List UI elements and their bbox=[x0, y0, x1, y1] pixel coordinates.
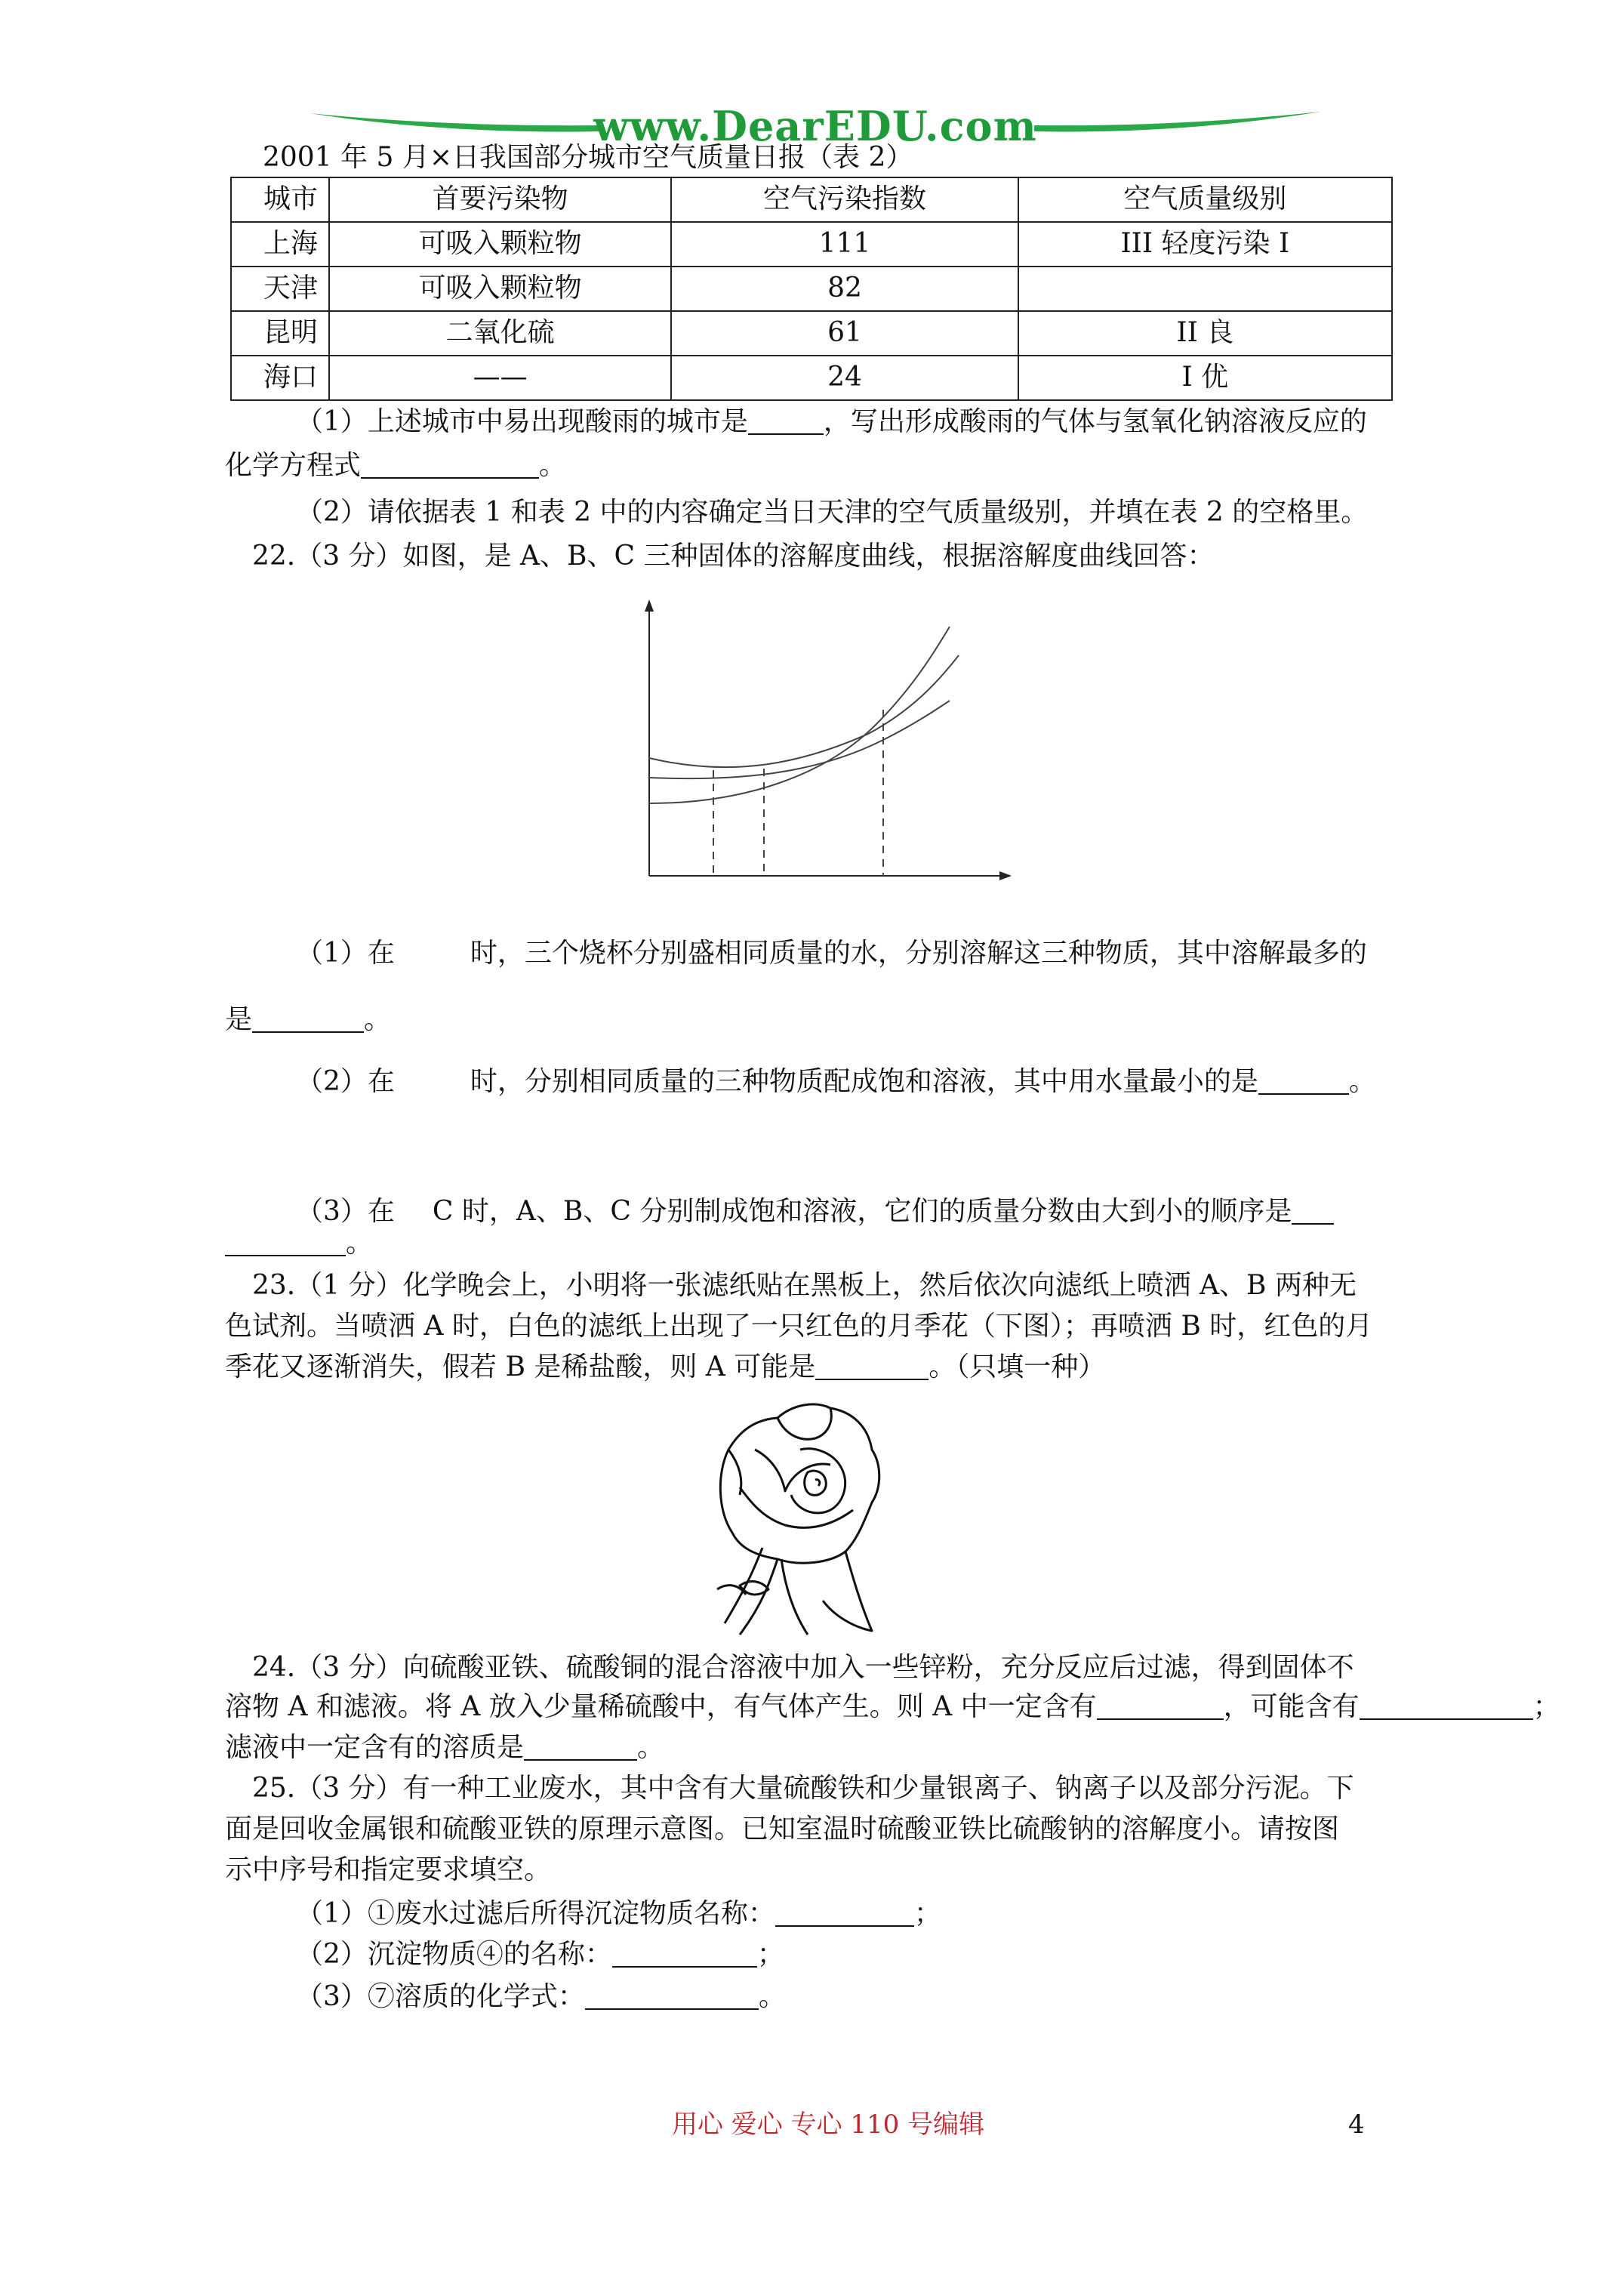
curve-a bbox=[649, 655, 959, 767]
answer-blank[interactable] bbox=[748, 406, 824, 435]
q22-sub3: （3）在 C 时，A、B、C 分别制成饱和溶液，它们的质量分数由大到小的顺序是 bbox=[296, 1194, 1334, 1230]
table-row bbox=[231, 267, 1392, 311]
answer-blank[interactable] bbox=[585, 1981, 759, 2010]
answer-blank[interactable] bbox=[775, 1898, 914, 1927]
q22-sub2: （2）在 时，分别相同质量的三种物质配成饱和溶液，其中用水量最小的是 。 bbox=[296, 1066, 1376, 1097]
cell-index: 24 bbox=[671, 356, 1018, 400]
cell-pollutant: 二氧化硫 bbox=[329, 311, 671, 356]
table-row bbox=[231, 311, 1392, 356]
cell-index: 61 bbox=[671, 311, 1018, 356]
cell-city: 昆明 bbox=[231, 311, 329, 356]
q24-line1: 24.（3 分）向硫酸亚铁、硫酸铜的混合溶液中加入一些锌粉，充分反应后过滤，得到固体不 bbox=[252, 1652, 1354, 1683]
q22-sub3-cont: 。 bbox=[225, 1226, 373, 1262]
cell-pollutant: 可吸入颗粒物 bbox=[329, 267, 671, 311]
answer-blank[interactable] bbox=[612, 1939, 757, 1968]
cell-index: 82 bbox=[671, 267, 1018, 311]
q25-line1: 25.（3 分）有一种工业废水，其中含有大量硫酸铁和少量银离子、钠离子以及部分污泥。下 bbox=[252, 1773, 1354, 1804]
x-axis-arrow bbox=[999, 871, 1012, 880]
q22-stem: 22.（3 分）如图，是 A、B、C 三种固体的溶解度曲线，根据溶解度曲线回答： bbox=[252, 541, 1215, 572]
footer-editor-note: 用心 爱心 专心 110 号编辑 bbox=[672, 2110, 985, 2140]
y-axis-arrow bbox=[645, 599, 654, 612]
q22-sub1-line1: （1）在 时，三个烧杯分别盛相同质量的水，分别溶解这三种物质，其中溶解最多的 bbox=[296, 938, 1367, 969]
page-number: 4 bbox=[1348, 2110, 1365, 2140]
q23-line2: 色试剂。当喷洒 A 时，白色的滤纸上出现了一只红色的月季花（下图）；再喷洒 B 时，红色的月 bbox=[225, 1311, 1373, 1342]
q24-line3: 滤液中一定含有的溶质是 。 bbox=[225, 1732, 665, 1763]
cell-city: 上海 bbox=[231, 222, 329, 267]
q22-sub1-line2: 是 。 bbox=[225, 1004, 392, 1035]
answer-blank[interactable] bbox=[1292, 1196, 1334, 1225]
header-pollutant: 首要污染物 bbox=[329, 177, 671, 222]
header-index: 空气污染指数 bbox=[671, 177, 1018, 222]
cell-city: 海口 bbox=[231, 356, 329, 400]
answer-blank[interactable] bbox=[361, 450, 539, 479]
cell-index: 111 bbox=[671, 222, 1018, 267]
curve-c bbox=[649, 701, 950, 778]
answer-blank[interactable] bbox=[815, 1351, 929, 1380]
q23-line1: 23.（1 分）化学晚会上，小明将一张滤纸贴在黑板上，然后依次向滤纸上喷洒 A、B 两种无 bbox=[252, 1270, 1357, 1301]
answer-blank[interactable] bbox=[252, 1004, 364, 1033]
q23-line3: 季花又逐渐消失，假若 B 是稀盐酸，则 A 可能是 。（只填一种） bbox=[225, 1351, 1106, 1382]
air-quality-table bbox=[230, 177, 1393, 401]
cell-level: I 优 bbox=[1018, 356, 1392, 400]
curve-b bbox=[649, 627, 950, 803]
q25-line3: 示中序号和指定要求填空。 bbox=[225, 1854, 552, 1885]
rose-illustration bbox=[710, 1397, 891, 1646]
banner-text: www.DearEDU.com bbox=[593, 102, 1037, 150]
table-row bbox=[231, 222, 1392, 267]
answer-blank[interactable] bbox=[1360, 1691, 1533, 1720]
answer-blank[interactable] bbox=[1258, 1066, 1349, 1095]
answer-blank[interactable] bbox=[225, 1228, 346, 1256]
q25-sub2: （2）沉淀物质④的名称： ； bbox=[296, 1939, 784, 1970]
header-city: 城市 bbox=[231, 177, 329, 222]
answer-blank[interactable] bbox=[524, 1732, 637, 1761]
q25-sub3: （3）⑦溶质的化学式： 。 bbox=[296, 1981, 786, 2012]
q21-part2: （2）请依据表 1 和表 2 中的内容确定当日天津的空气质量级别，并填在表 2 的空格里。 bbox=[296, 497, 1369, 528]
q24-line2: 溶物 A 和滤液。将 A 放入少量稀硫酸中，有气体产生。则 A 中一定含有 ，可能含有 ； bbox=[225, 1691, 1560, 1722]
answer-blank[interactable] bbox=[1097, 1691, 1224, 1720]
cell-city: 天津 bbox=[231, 267, 329, 311]
cell-level: III 轻度污染 I bbox=[1018, 222, 1392, 267]
solubility-curve-chart bbox=[627, 596, 1034, 883]
header-level: 空气质量级别 bbox=[1018, 177, 1392, 222]
table-header-row bbox=[231, 177, 1392, 222]
q25-line2: 面是回收金属银和硫酸亚铁的原理示意图。已知室温时硫酸亚铁比硫酸钠的溶解度小。请按图 bbox=[225, 1814, 1340, 1845]
q21-part1-line1: （1）上述城市中易出现酸雨的城市是 ，写出形成酸雨的气体与氢氧化钠溶液反应的 bbox=[296, 406, 1367, 437]
cell-level: II 良 bbox=[1018, 311, 1392, 356]
q21-part1-line2: 化学方程式 。 bbox=[225, 450, 567, 481]
cell-pollutant: —— bbox=[329, 356, 671, 400]
table-row bbox=[231, 356, 1392, 400]
cell-pollutant: 可吸入颗粒物 bbox=[329, 222, 671, 267]
table-caption: 2001 年 5 月×日我国部分城市空气质量日报（表 2） bbox=[263, 142, 913, 173]
q25-sub1: （1）①废水过滤后所得沉淀物质名称： ； bbox=[296, 1898, 941, 1929]
cell-level-blank bbox=[1018, 267, 1392, 311]
